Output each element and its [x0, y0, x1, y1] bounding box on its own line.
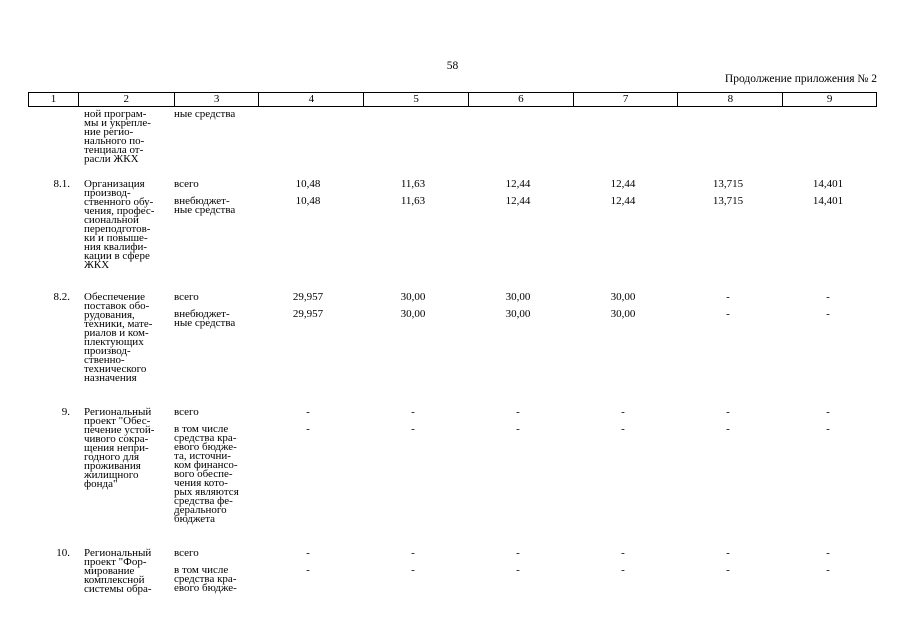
header-col-3: 3	[174, 93, 259, 106]
value-cell: 14,401	[812, 178, 844, 190]
value-cell: -	[621, 423, 625, 435]
funding-source-label: в том числе средства кра- евого бюдже-	[174, 564, 237, 594]
value-cell: -	[826, 423, 830, 435]
value-cell: -	[306, 547, 310, 559]
value-cell: -	[516, 564, 520, 576]
value-cell: 10,48	[295, 178, 321, 190]
value-cell: 30,00	[505, 308, 531, 320]
value-cell: 14,401	[812, 195, 844, 207]
page-number: 58	[446, 60, 459, 72]
value-cell: -	[516, 406, 520, 418]
value-cell: -	[726, 291, 730, 303]
row-number: 10.	[56, 547, 70, 559]
value-cell: -	[826, 564, 830, 576]
row-number: 8.2.	[53, 291, 70, 303]
value-cell: 30,00	[505, 291, 531, 303]
table-header	[28, 92, 877, 107]
header-col-4: 4	[258, 93, 363, 106]
value-cell: -	[306, 406, 310, 418]
value-cell: 30,00	[400, 291, 426, 303]
table-row	[28, 180, 877, 293]
value-cell: -	[516, 423, 520, 435]
value-cell: -	[726, 564, 730, 576]
value-cell: -	[826, 547, 830, 559]
value-cell: -	[306, 423, 310, 435]
table-row	[28, 549, 877, 609]
value-cell: -	[306, 564, 310, 576]
value-cell: -	[726, 406, 730, 418]
value-cell: 13,715	[712, 195, 744, 207]
header-col-7: 7	[573, 93, 678, 106]
value-cell: 13,715	[712, 178, 744, 190]
header-col-9: 9	[782, 93, 876, 106]
value-cell: -	[726, 308, 730, 320]
value-cell: 10,48	[295, 195, 321, 207]
value-cell: -	[621, 547, 625, 559]
value-cell: -	[726, 547, 730, 559]
row-name: Региональный проект "Обес- печение устой- чивого сокра- щения непри- годного для проживания жилищного фонда"	[84, 406, 155, 490]
value-cell: 11,63	[400, 195, 426, 207]
value-cell: -	[411, 406, 415, 418]
value-cell: -	[621, 564, 625, 576]
value-cell: -	[826, 406, 830, 418]
value-cell: -	[411, 564, 415, 576]
row-name: ной програм- мы и укрепле- ние регио- нального по- тенциала от- расли ЖКХ	[84, 108, 151, 165]
value-cell: -	[826, 291, 830, 303]
continuation-note: Продолжение приложения № 2	[724, 73, 877, 85]
header-col-1: 1	[50, 93, 57, 105]
row-name: Организация производ- ственного обу- чения, профес- сиональной переподготов- ки и повыше- ния квалифи- кации в сфере ЖКХ	[84, 178, 155, 271]
header-col-6: 6	[468, 93, 573, 106]
value-cell: 11,63	[400, 178, 426, 190]
row-number: 9.	[61, 406, 70, 418]
funding-source-label: внебюджет- ные средства	[174, 308, 236, 329]
row-name: Региональный проект "Фор- мирование комплексной системы обра-	[84, 547, 152, 595]
value-cell: 29,957	[292, 308, 324, 320]
table-row	[28, 110, 877, 180]
funding-source-label: внебюджет- ные средства	[174, 195, 236, 216]
value-cell: 30,00	[400, 308, 426, 320]
funding-source-label: всего	[174, 178, 199, 190]
funding-source-label: ные средства	[174, 108, 236, 120]
row-name: Обеспечение поставок обо- рудования, техники, мате- риалов и ком- плектующих производ- ственно- технического назначения	[84, 291, 153, 384]
value-cell: 30,00	[610, 291, 636, 303]
header-col-5: 5	[363, 93, 468, 106]
value-cell: 29,957	[292, 291, 324, 303]
value-cell: -	[411, 423, 415, 435]
value-cell: -	[726, 423, 730, 435]
value-cell: 12,44	[610, 178, 636, 190]
funding-source-label: всего	[174, 547, 199, 559]
value-cell: -	[826, 308, 830, 320]
value-cell: -	[621, 406, 625, 418]
value-cell: 30,00	[610, 308, 636, 320]
table-row	[28, 408, 877, 549]
funding-source-label: всего	[174, 291, 199, 303]
funding-source-label: в том числе средства кра- евого бюдже- та, источни- ком финансо- вого обеспе- чения кото- рых являются средства фе- дерального бюджета	[174, 423, 239, 525]
value-cell: -	[411, 547, 415, 559]
row-number: 8.1.	[53, 178, 70, 190]
value-cell: 12,44	[505, 178, 531, 190]
value-cell: -	[516, 547, 520, 559]
value-cell: 12,44	[505, 195, 531, 207]
funding-source-label: всего	[174, 406, 199, 418]
header-col-8: 8	[677, 93, 782, 106]
value-cell: 12,44	[610, 195, 636, 207]
table-row	[28, 293, 877, 408]
header-col-2: 2	[78, 93, 174, 106]
